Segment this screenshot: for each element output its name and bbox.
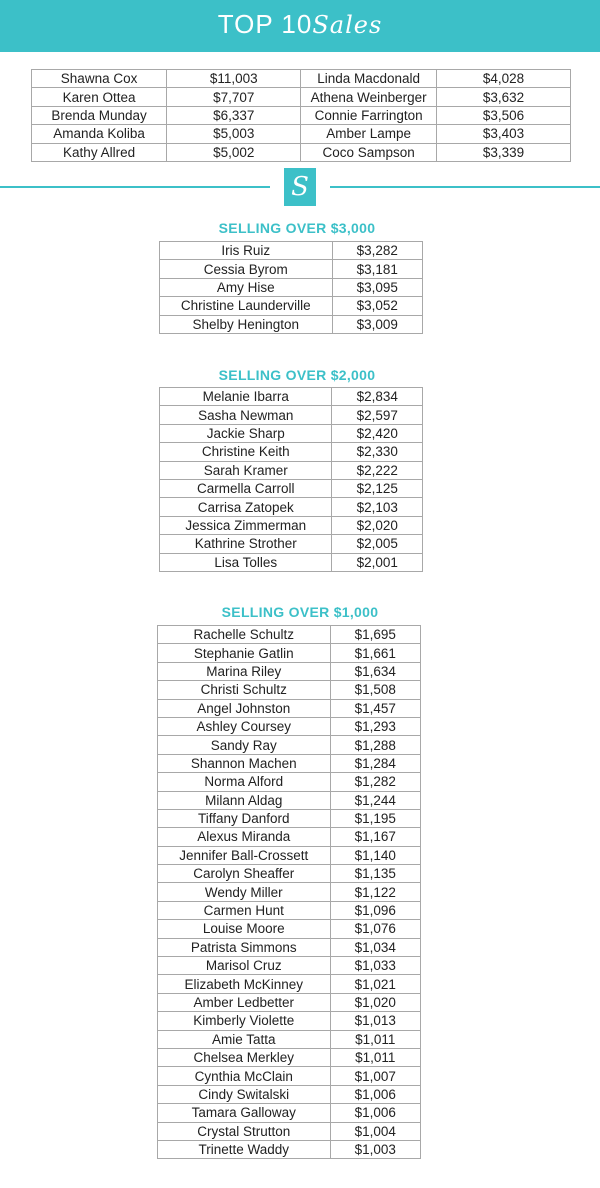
sales-amount: $1,288 (330, 736, 420, 754)
table-row (32, 106, 571, 124)
table-row (158, 883, 421, 901)
sales-amount: $3,052 (332, 297, 422, 315)
sales-amount: $1,076 (330, 920, 420, 938)
seller-name: Milann Aldag (158, 791, 331, 809)
sales-amount: $1,195 (330, 809, 420, 827)
seller-name: Lisa Tolles (160, 553, 332, 571)
sales-amount: $3,632 (436, 88, 570, 106)
seller-name: Amie Tatta (158, 1030, 331, 1048)
table-row (32, 88, 571, 106)
table-row (158, 901, 421, 919)
sales-amount: $2,001 (332, 553, 423, 571)
seller-name: Connie Farrington (301, 106, 437, 124)
seller-name: Jennifer Ball-Crossett (158, 846, 331, 864)
title-main: TOP 10 (217, 9, 313, 39)
sales-amount: $2,020 (332, 516, 423, 534)
seller-name: Tiffany Danford (158, 809, 331, 827)
table-row (158, 993, 421, 1011)
table-row (158, 809, 421, 827)
seller-name: Rachelle Schultz (158, 626, 331, 644)
seller-name: Shannon Machen (158, 754, 331, 772)
seller-name: Amy Hise (160, 278, 333, 296)
page-title (0, 9, 600, 40)
table-row (158, 846, 421, 864)
table-row (160, 479, 423, 497)
sales-amount: $3,282 (332, 242, 422, 260)
table-row (160, 315, 423, 333)
table-row (158, 1122, 421, 1140)
seller-name: Carmen Hunt (158, 901, 331, 919)
divider-left (0, 186, 270, 188)
seller-name: Athena Weinberger (301, 88, 437, 106)
seller-name: Wendy Miller (158, 883, 331, 901)
table-over-3000 (159, 241, 423, 334)
sales-amount: $2,222 (332, 461, 423, 479)
seller-name: Christine Launderville (160, 297, 333, 315)
table-over-2000 (159, 387, 423, 572)
seller-name: Chelsea Merkley (158, 1048, 331, 1066)
seller-name: Alexus Miranda (158, 828, 331, 846)
sales-amount: $3,403 (436, 125, 570, 143)
table-row (158, 736, 421, 754)
seller-name: Karen Ottea (32, 88, 167, 106)
sales-amount: $3,506 (436, 106, 570, 124)
table-row (158, 626, 421, 644)
seller-name: Marisol Cruz (158, 957, 331, 975)
sales-amount: $2,597 (332, 406, 423, 424)
seller-name: Coco Sampson (301, 143, 437, 161)
table-over-1000 (157, 625, 421, 1159)
sales-amount: $2,330 (332, 443, 423, 461)
sales-amount: $3,095 (332, 278, 422, 296)
table-row (158, 717, 421, 735)
table-row (158, 1030, 421, 1048)
title-script: Sales (312, 11, 383, 39)
table-row (160, 461, 423, 479)
sales-amount: $1,140 (330, 846, 420, 864)
seller-name: Patrista Simmons (158, 938, 331, 956)
seller-name: Jessica Zimmerman (160, 516, 332, 534)
sales-amount: $2,103 (332, 498, 423, 516)
header-banner (0, 0, 600, 52)
table-row (158, 865, 421, 883)
table-row (32, 143, 571, 161)
seller-name: Iris Ruiz (160, 242, 333, 260)
seller-name: Crystal Strutton (158, 1122, 331, 1140)
seller-name: Christine Keith (160, 443, 332, 461)
sales-amount: $2,834 (332, 388, 423, 406)
table-row (160, 535, 423, 553)
sales-amount: $1,013 (330, 1012, 420, 1030)
sales-amount: $2,005 (332, 535, 423, 553)
section-title-2000: SELLING OVER $2,000 (218, 367, 376, 383)
seller-name: Christi Schultz (158, 681, 331, 699)
seller-name: Elizabeth McKinney (158, 975, 331, 993)
seller-name: Stephanie Gatlin (158, 644, 331, 662)
table-row (158, 681, 421, 699)
sales-amount: $1,135 (330, 865, 420, 883)
table-row (32, 125, 571, 143)
seller-name: Amber Lampe (301, 125, 437, 143)
sales-amount: $1,003 (330, 1140, 420, 1158)
sales-amount: $1,011 (330, 1048, 420, 1066)
sales-amount: $1,122 (330, 883, 420, 901)
table-row (158, 938, 421, 956)
sales-amount: $1,634 (330, 662, 420, 680)
sales-amount: $1,007 (330, 1067, 420, 1085)
table-row (158, 1104, 421, 1122)
sales-amount: $1,293 (330, 717, 420, 735)
seller-name: Trinette Waddy (158, 1140, 331, 1158)
section-title-3000: SELLING OVER $3,000 (218, 220, 376, 236)
seller-name: Cessia Byrom (160, 260, 333, 278)
sales-amount: $6,337 (167, 106, 301, 124)
table-row (158, 920, 421, 938)
sales-amount: $1,661 (330, 644, 420, 662)
sales-amount: $1,508 (330, 681, 420, 699)
sales-amount: $7,707 (167, 88, 301, 106)
table-row (160, 516, 423, 534)
table-row (160, 297, 423, 315)
seller-name: Shelby Henington (160, 315, 333, 333)
seller-name: Carmella Carroll (160, 479, 332, 497)
sales-amount: $1,011 (330, 1030, 420, 1048)
sales-amount: $5,002 (167, 143, 301, 161)
table-row (158, 975, 421, 993)
seller-name: Cindy Switalski (158, 1085, 331, 1103)
table-row (160, 388, 423, 406)
seller-name: Ashley Coursey (158, 717, 331, 735)
sales-amount: $1,034 (330, 938, 420, 956)
seller-name: Louise Moore (158, 920, 331, 938)
table-row (160, 553, 423, 571)
sales-amount: $1,244 (330, 791, 420, 809)
table-row (158, 1085, 421, 1103)
seller-name: Melanie Ibarra (160, 388, 332, 406)
seller-name: Linda Macdonald (301, 70, 437, 88)
sales-amount: $3,181 (332, 260, 422, 278)
divider-right (330, 186, 600, 188)
table-row (158, 1048, 421, 1066)
table-row (160, 498, 423, 516)
sales-amount: $1,282 (330, 773, 420, 791)
sales-amount: $3,339 (436, 143, 570, 161)
sales-amount: $1,020 (330, 993, 420, 1011)
table-row (158, 791, 421, 809)
seller-name: Carrisa Zatopek (160, 498, 332, 516)
table-row (158, 1140, 421, 1158)
sales-amount: $1,096 (330, 901, 420, 919)
seller-name: Brenda Munday (32, 106, 167, 124)
seller-name: Kimberly Violette (158, 1012, 331, 1030)
seller-name: Angel Johnston (158, 699, 331, 717)
sales-amount: $1,006 (330, 1104, 420, 1122)
brand-logo-icon: S (284, 168, 316, 206)
table-row (158, 1067, 421, 1085)
table-row (160, 424, 423, 442)
table-row (158, 957, 421, 975)
seller-name: Amber Ledbetter (158, 993, 331, 1011)
table-row (160, 242, 423, 260)
table-row (160, 260, 423, 278)
seller-name: Sarah Kramer (160, 461, 332, 479)
sales-amount: $1,006 (330, 1085, 420, 1103)
seller-name: Shawna Cox (32, 70, 167, 88)
sales-amount: $5,003 (167, 125, 301, 143)
sales-amount: $2,125 (332, 479, 423, 497)
seller-name: Kathrine Strother (160, 535, 332, 553)
table-row (158, 644, 421, 662)
seller-name: Carolyn Sheaffer (158, 865, 331, 883)
sales-amount: $11,003 (167, 70, 301, 88)
table-row (158, 1012, 421, 1030)
sales-amount: $1,004 (330, 1122, 420, 1140)
sales-amount: $1,167 (330, 828, 420, 846)
sales-amount: $2,420 (332, 424, 423, 442)
seller-name: Marina Riley (158, 662, 331, 680)
top10-table (31, 69, 571, 162)
seller-name: Cynthia McClain (158, 1067, 331, 1085)
seller-name: Norma Alford (158, 773, 331, 791)
table-row (32, 70, 571, 88)
table-row (158, 662, 421, 680)
table-row (158, 773, 421, 791)
seller-name: Sandy Ray (158, 736, 331, 754)
table-row (158, 699, 421, 717)
sales-amount: $1,695 (330, 626, 420, 644)
sales-amount: $1,284 (330, 754, 420, 772)
table-row (160, 278, 423, 296)
sales-amount: $3,009 (332, 315, 422, 333)
seller-name: Jackie Sharp (160, 424, 332, 442)
seller-name: Kathy Allred (32, 143, 167, 161)
table-row (160, 443, 423, 461)
sales-amount: $1,457 (330, 699, 420, 717)
table-row (160, 406, 423, 424)
section-title-1000: SELLING OVER $1,000 (221, 604, 379, 620)
sales-amount: $1,021 (330, 975, 420, 993)
table-row (158, 828, 421, 846)
sales-amount: $1,033 (330, 957, 420, 975)
table-row (158, 754, 421, 772)
sales-amount: $4,028 (436, 70, 570, 88)
seller-name: Sasha Newman (160, 406, 332, 424)
seller-name: Amanda Koliba (32, 125, 167, 143)
seller-name: Tamara Galloway (158, 1104, 331, 1122)
